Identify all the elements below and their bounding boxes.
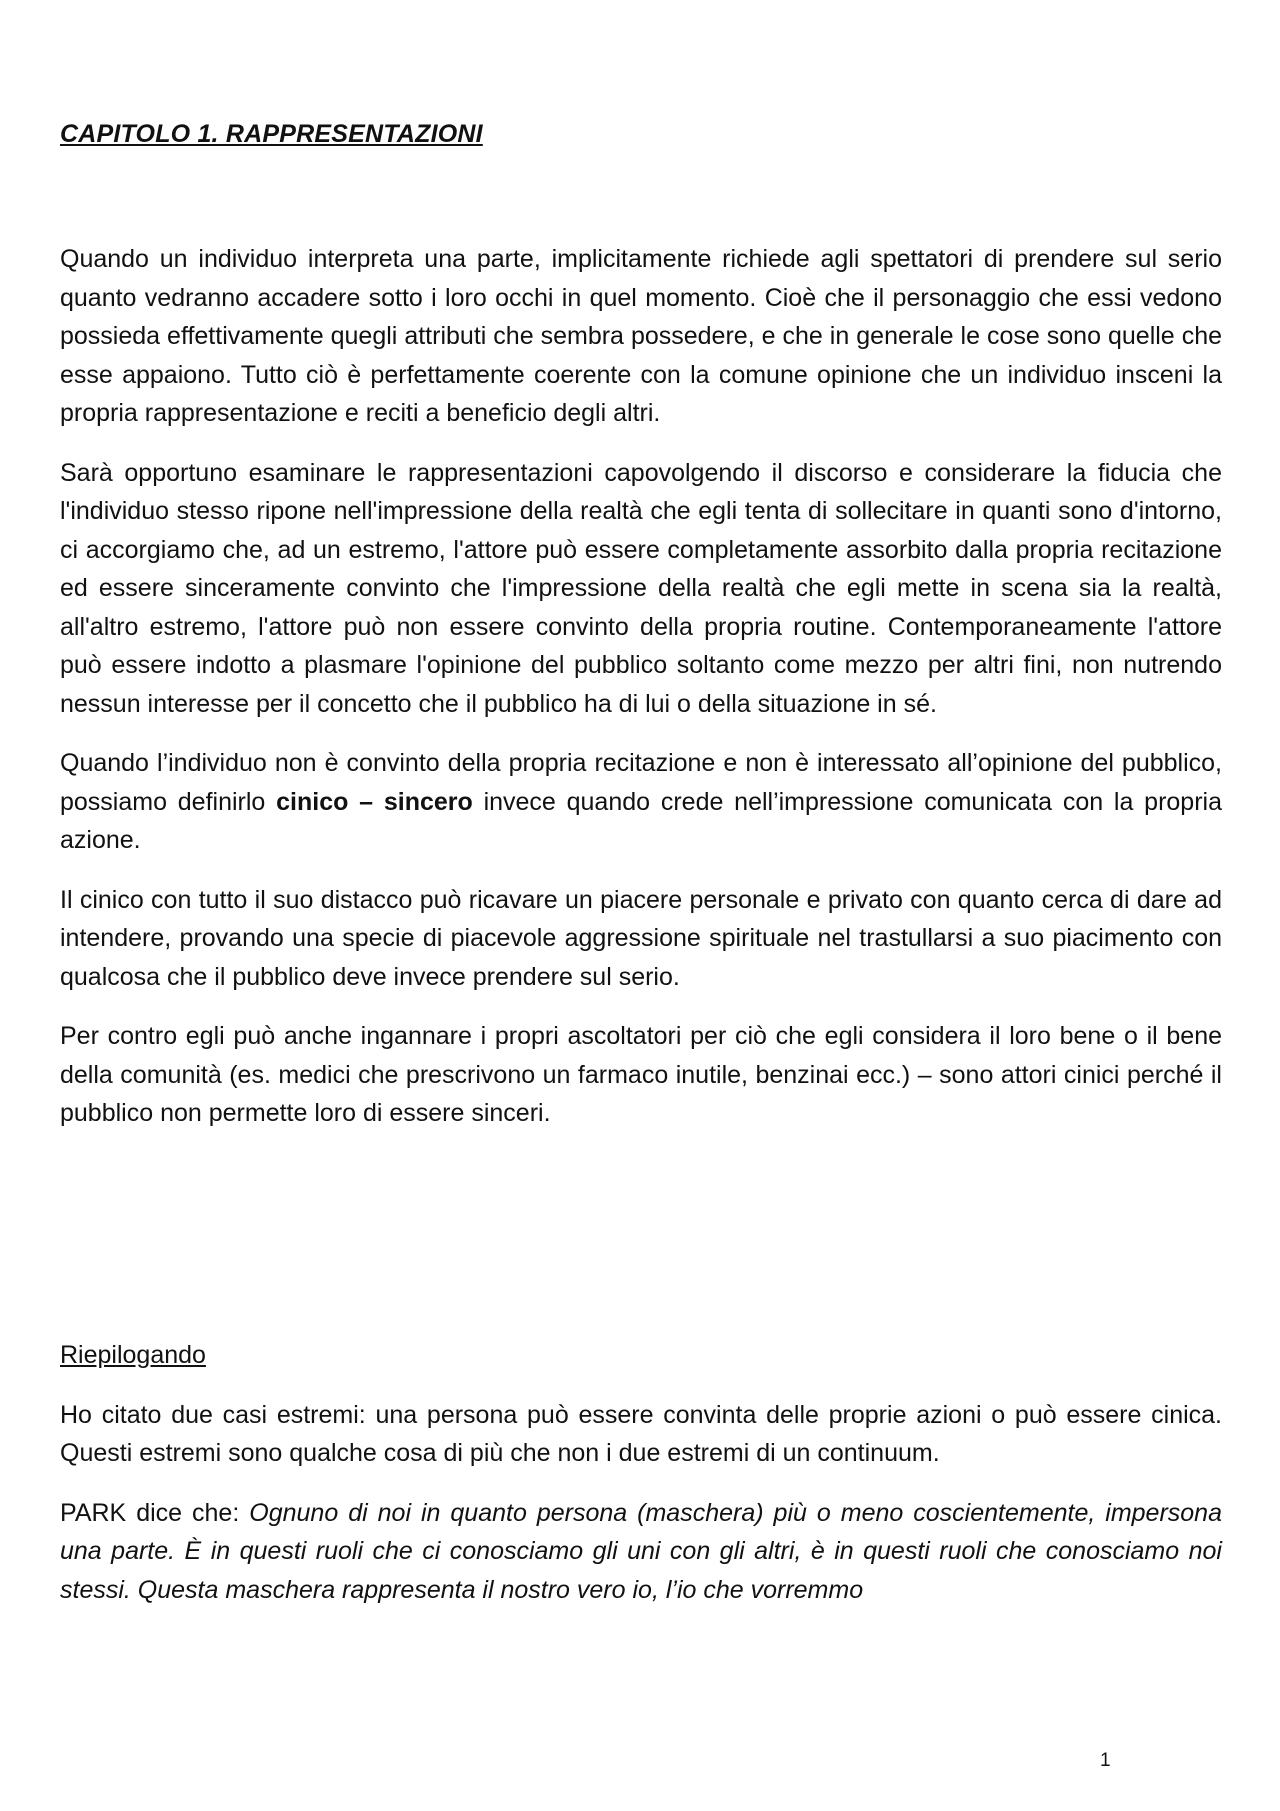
document-page bbox=[60, 0, 1222, 1811]
paragraph-4: Il cinico con tutto il suo distacco può ricavare un piacere personale e privato con quanto cerca di dare ad intendere, provando una specie di piacevole aggressione spirituale nel trastullarsi a suo piacimento con qualcosa che il pubblico deve invece prendere sul serio. bbox=[60, 885, 1222, 991]
page-number: 1 bbox=[1100, 1750, 1111, 1771]
section-heading: Riepilogando bbox=[60, 1341, 206, 1369]
summary-paragraph-1: Ho citato due casi estremi: una persona può essere convinta delle proprie azioni o può essere cinica. Questi estremi sono qualche cosa di più che non i due estremi di un continuum. bbox=[60, 1400, 1222, 1467]
paragraph-2: Sarà opportuno esaminare le rappresentazioni capovolgendo il discorso e considerare la fiducia che l'individuo stesso ripone nell'impressione della realtà che egli tenta di sollecitare in quanti sono d'intorno, ci accorgiamo che, ad un estremo, l'attore può essere completamente assorbito dalla propria recitazione ed essere sinceramente convinto che l'impressione della realtà che egli mette in scena sia la realtà, all'altro estremo, l'attore può non essere convinto della propria routine. Contemporaneamente l'attore può essere indotto a plasmare l'opinione del pubblico soltanto come mezzo per altri fini, non nutrendo nessun interesse per il concetto che il pubblico ha di lui o della situazione in sé. bbox=[60, 458, 1222, 718]
summary-paragraph-2 bbox=[60, 1494, 1222, 1610]
summary-paragraph-2-prefix: PARK dice che: bbox=[60, 1498, 250, 1527]
paragraph-3-text-before: Quando l’individuo non è convinto della propria recitazione e non è interessato all’opinione del pubblico, possiamo definirlo bbox=[60, 749, 1222, 816]
paragraph-3-bold-term: cinico – sincero bbox=[276, 787, 473, 816]
paragraph-5: Per contro egli può anche ingannare i propri ascoltatori per ciò che egli considera il loro bene o il bene della comunità (es. medici che prescrivono un farmaco inutile, benzinai ecc.) – sono attori cinici perché il pubblico non permette loro di essere sinceri. bbox=[60, 1022, 1222, 1127]
paragraph-1: Quando un individuo interpreta una parte, implicitamente richiede agli spettatori di prendere sul serio quanto vedranno accadere sotto i loro occhi in quel momento. Cioè che il personaggio che essi vedono possieda effettivamente quegli attributi che sembra possedere, e che in generale le cose sono quelle che esse appaiono. Tutto ciò è perfettamente coerente con la comune opinione che un individuo insceni la propria rappresentazione e reciti a beneficio degli altri. bbox=[60, 245, 1222, 427]
chapter-title: CAPITOLO 1. RAPPRESENTAZIONI bbox=[60, 120, 483, 148]
paragraph-3 bbox=[60, 744, 1222, 860]
paragraph-3-text-after: invece quando crede nell’impressione comunicata con la propria azione. bbox=[60, 787, 1222, 854]
chapter-body bbox=[60, 240, 1222, 1154]
summary-section bbox=[60, 1336, 1222, 1630]
park-quote: Ognuno di noi in quanto persona (maschera) più o meno coscientemente, impersona una parte. È in questi ruoli che ci conosciamo gli uni con gli altri, è in questi ruoli che conosciamo noi stessi. Questa maschera rappresenta il nostro vero io, l’io che vorremmo bbox=[60, 1498, 1222, 1604]
